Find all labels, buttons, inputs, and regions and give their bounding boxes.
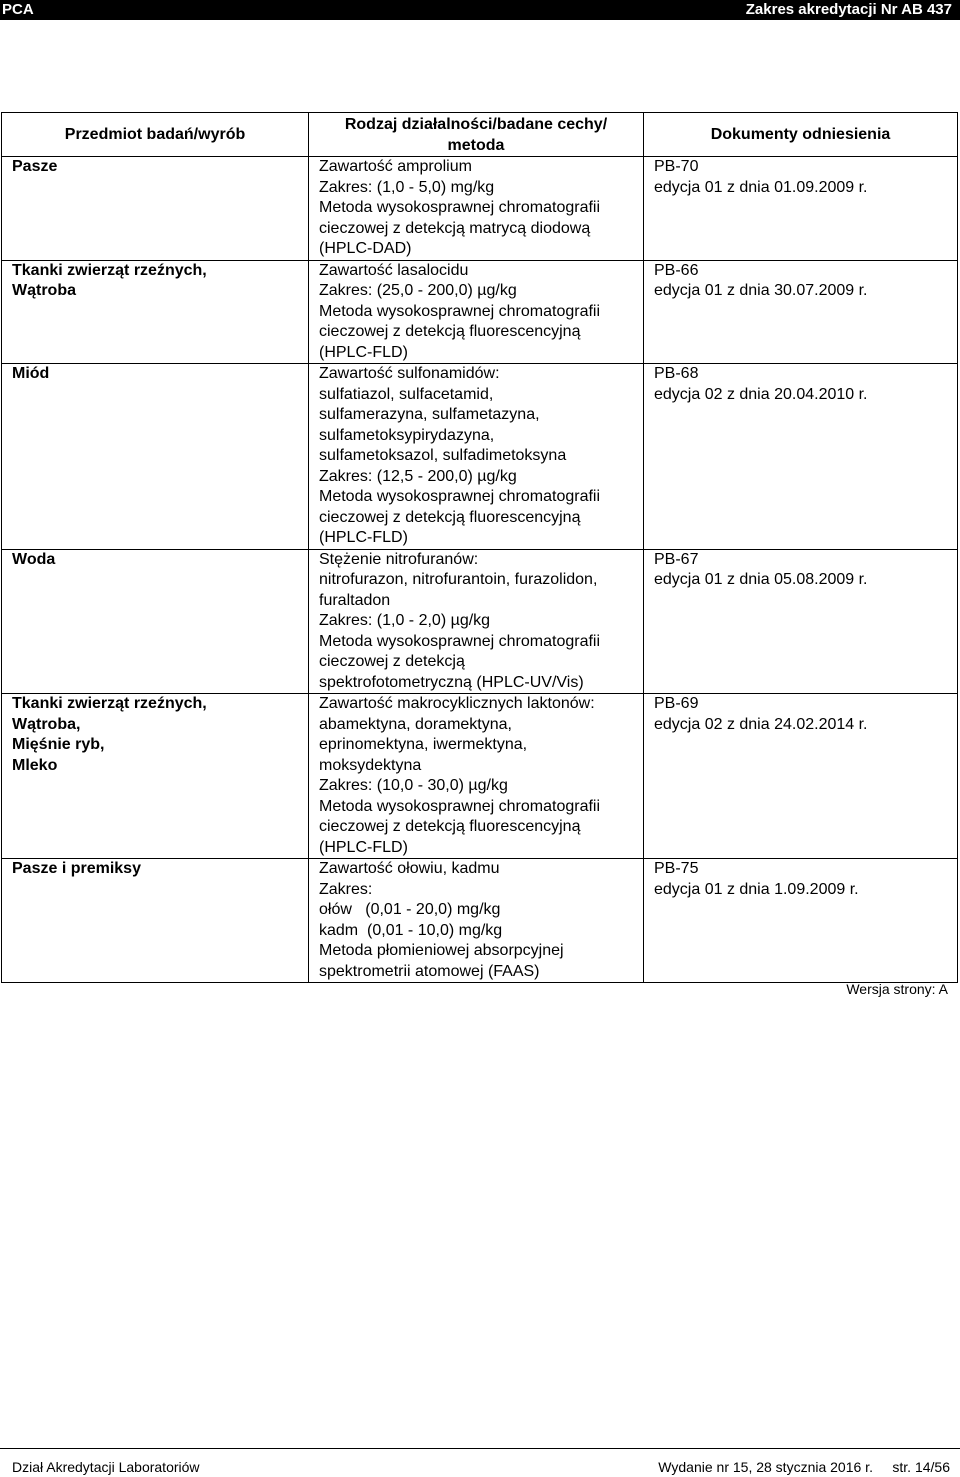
- property-cell-line: Zakres: (1,0 - 2,0) µg/kg: [319, 612, 491, 629]
- property-cell-line: Stężenie nitrofuranów:: [319, 550, 479, 568]
- document-cell-line: PB-75: [654, 860, 699, 877]
- subject-cell-line: Wątroba: [12, 282, 76, 299]
- property-cell-line: sulfamerazyna, sulfametazyna,: [319, 406, 540, 423]
- property-cell-line: cieczowej z detekcją fluorescencyjną: [319, 508, 581, 526]
- property-cell: [309, 549, 644, 694]
- document-cell: [644, 157, 958, 261]
- column-header-documents: [644, 113, 958, 157]
- document-cell-line: PB-66: [654, 261, 699, 279]
- header-org-label: PCA: [2, 1, 34, 18]
- column-header-property-line2: metoda: [447, 136, 505, 154]
- document-footer: [0, 1448, 960, 1477]
- subject-cell-line: Pasze: [12, 158, 58, 175]
- property-cell-line: Zawartość amprolium: [319, 158, 472, 175]
- subject-cell: [2, 364, 309, 550]
- document-cell: [644, 364, 958, 550]
- table-row: [2, 694, 958, 859]
- subject-cell-line: Mięśnie ryb,: [12, 736, 105, 753]
- footer-department: Dział Akredytacji Laboratoriów: [12, 1459, 200, 1475]
- accreditation-scope-table: [1, 112, 958, 983]
- document-cell-line: PB-67: [654, 550, 699, 568]
- property-cell-line: (HPLC-FLD): [319, 343, 408, 361]
- document-cell: [644, 859, 958, 983]
- property-cell-line: eprinomektyna, iwermektyna,: [319, 736, 528, 753]
- column-header-subject: [2, 113, 309, 157]
- document-cell-line: edycja 01 z dnia 30.07.2009 r.: [654, 282, 868, 299]
- document-cell-line: PB-68: [654, 365, 699, 382]
- document-cell: [644, 260, 958, 364]
- header-scope-title: Zakres akredytacji Nr AB 437: [745, 1, 952, 18]
- document-cell: [644, 549, 958, 694]
- subject-cell: [2, 859, 309, 983]
- property-cell: [309, 157, 644, 261]
- property-cell-line: furaltadon: [319, 591, 391, 609]
- property-cell-line: kadm (0,01 - 10,0) mg/kg: [319, 921, 503, 939]
- property-cell-line: Zawartość ołowiu, kadmu: [319, 860, 500, 877]
- property-cell-line: sulfatiazol, sulfacetamid,: [319, 385, 494, 403]
- property-cell-line: Zawartość sulfonamidów:: [319, 365, 500, 382]
- property-cell-line: Metoda wysokosprawnej chromatografii: [319, 632, 601, 650]
- property-cell-line: Metoda płomieniowej absorpcyjnej: [319, 942, 564, 959]
- property-cell-line: sulfametoksazol, sulfadimetoksyna: [319, 447, 567, 464]
- column-header-property: [309, 113, 644, 157]
- property-cell-line: cieczowej z detekcją fluorescencyjną: [319, 818, 581, 835]
- document-cell-line: PB-70: [654, 158, 699, 175]
- page-version-label: Wersja strony: A: [846, 981, 948, 997]
- property-cell-line: Zakres:: [319, 880, 373, 898]
- property-cell-line: cieczowej z detekcją fluorescencyjną: [319, 323, 581, 340]
- property-cell-line: sulfametoksypirydazyna,: [319, 426, 495, 444]
- subject-cell-line: Pasze i premiksy: [12, 860, 141, 877]
- property-cell-line: Metoda wysokosprawnej chromatografii: [319, 199, 601, 216]
- subject-cell: [2, 549, 309, 694]
- column-header-property-line1: Rodzaj działalności/badane cechy/: [344, 116, 608, 133]
- property-cell: [309, 260, 644, 364]
- property-cell-line: Zawartość lasalocidu: [319, 261, 469, 279]
- subject-cell: [2, 157, 309, 261]
- subject-cell-line: Tkanki zwierząt rzeźnych,: [12, 261, 207, 279]
- document-header-bar: [0, 0, 960, 20]
- property-cell-line: (HPLC-DAD): [319, 240, 412, 257]
- table-row: [2, 549, 958, 694]
- table-body: [2, 157, 958, 983]
- subject-cell-line: Woda: [12, 550, 56, 568]
- footer-edition-page: Wydanie nr 15, 28 stycznia 2016 r. str. 14/56: [658, 1459, 950, 1475]
- table-header-row: [2, 113, 958, 157]
- property-cell: [309, 694, 644, 859]
- property-cell-line: cieczowej z detekcją: [319, 653, 465, 670]
- property-cell-line: (HPLC-FLD): [319, 529, 408, 546]
- property-cell: [309, 364, 644, 550]
- table-row: [2, 157, 958, 261]
- property-cell-line: abamektyna, doramektyna,: [319, 715, 512, 733]
- document-cell-line: edycja 02 z dnia 24.02.2014 r.: [654, 715, 868, 733]
- property-cell-line: ołów (0,01 - 20,0) mg/kg: [319, 901, 501, 918]
- subject-cell: [2, 260, 309, 364]
- property-cell-line: cieczowej z detekcją matrycą diodową: [319, 219, 591, 237]
- property-cell-line: Zakres: (25,0 - 200,0) µg/kg: [319, 282, 517, 299]
- table-row: [2, 859, 958, 983]
- property-cell-line: Zakres: (10,0 - 30,0) µg/kg: [319, 777, 508, 794]
- column-header-subject-label: Przedmiot badań/wyrób: [64, 126, 246, 144]
- document-cell-line: PB-69: [654, 695, 699, 712]
- property-cell-line: Metoda wysokosprawnej chromatografii: [319, 488, 601, 505]
- property-cell-line: spektrofotometryczną (HPLC-UV/Vis): [319, 673, 584, 691]
- document-cell-line: edycja 01 z dnia 01.09.2009 r.: [654, 178, 868, 196]
- subject-cell-line: Miód: [12, 365, 50, 382]
- property-cell-line: Zakres: (12,5 - 200,0) µg/kg: [319, 467, 517, 485]
- property-cell-line: moksydektyna: [319, 756, 422, 774]
- document-cell-line: edycja 02 z dnia 20.04.2010 r.: [654, 385, 868, 403]
- column-header-documents-label: Dokumenty odniesienia: [710, 126, 891, 144]
- table-row: [2, 260, 958, 364]
- document-cell-line: edycja 01 z dnia 1.09.2009 r.: [654, 880, 859, 898]
- property-cell: [309, 859, 644, 983]
- subject-cell-line: Wątroba,: [12, 715, 81, 733]
- subject-cell: [2, 694, 309, 859]
- subject-cell-line: Mleko: [12, 756, 58, 774]
- table-row: [2, 364, 958, 550]
- property-cell-line: Zawartość makrocyklicznych laktonów:: [319, 695, 595, 712]
- property-cell-line: Metoda wysokosprawnej chromatografii: [319, 797, 601, 815]
- property-cell-line: spektrometrii atomowej (FAAS): [319, 962, 540, 980]
- property-cell-line: nitrofurazon, nitrofurantoin, furazolidon,: [319, 571, 598, 588]
- property-cell-line: (HPLC-FLD): [319, 838, 408, 856]
- property-cell-line: Zakres: (1,0 - 5,0) mg/kg: [319, 178, 495, 196]
- subject-cell-line: Tkanki zwierząt rzeźnych,: [12, 695, 207, 712]
- document-cell-line: edycja 01 z dnia 05.08.2009 r.: [654, 571, 868, 588]
- property-cell-line: Metoda wysokosprawnej chromatografii: [319, 302, 601, 320]
- document-cell: [644, 694, 958, 859]
